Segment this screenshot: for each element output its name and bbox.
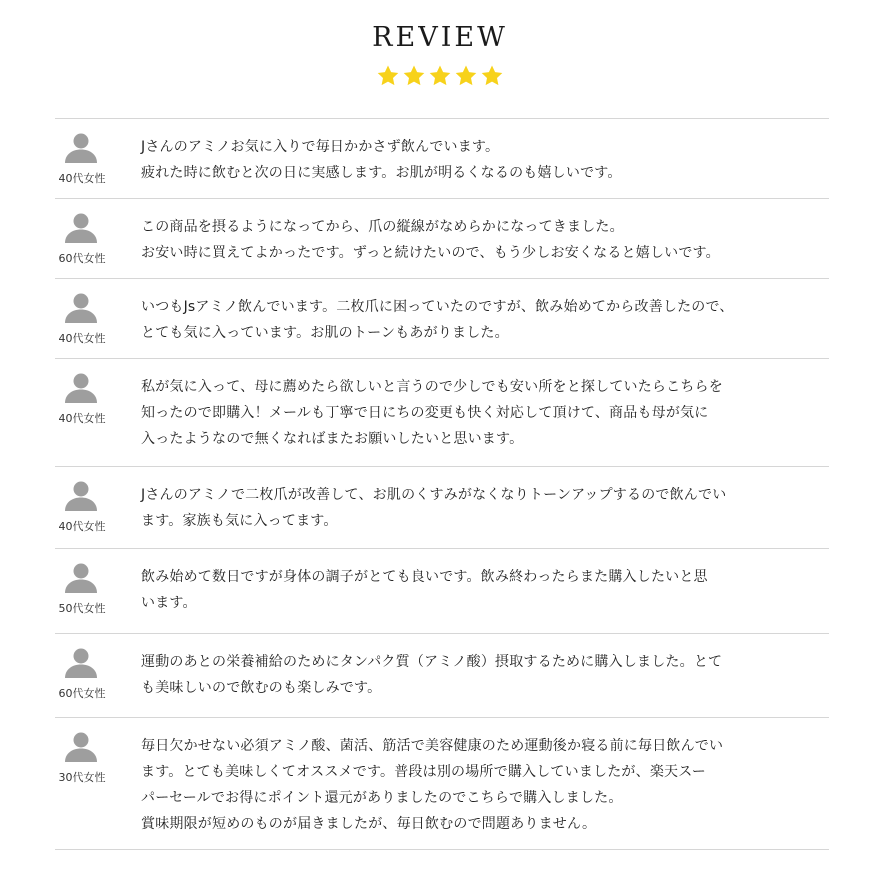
- star-icon: [376, 64, 400, 88]
- user-avatar-icon: [64, 563, 98, 593]
- star-icon: [454, 64, 478, 88]
- star-icon: [402, 64, 426, 88]
- reviewer-age: 40代女性: [58, 332, 106, 345]
- reviewer-age: 40代女性: [58, 520, 106, 533]
- user-avatar-icon: [64, 293, 98, 323]
- reviewer: [55, 279, 141, 358]
- reviewer-age: 60代女性: [58, 252, 106, 265]
- review-text: いつもJsアミノ飲んでいます。二枚爪に困っていたのですが、飲み始めてから改善したので、 とても気に入っています。お肌のトーンもあがりました。: [141, 299, 734, 341]
- review-list: [55, 118, 829, 850]
- star-icon: [428, 64, 452, 88]
- review-item: [55, 467, 829, 549]
- user-avatar-icon: [64, 732, 98, 762]
- section-title: REVIEW: [372, 22, 508, 53]
- rating-stars: [0, 64, 880, 88]
- user-avatar-icon: [64, 481, 98, 511]
- review-item: [55, 199, 829, 279]
- reviewer: [55, 199, 141, 278]
- review-item: [55, 359, 829, 467]
- review-item: [55, 279, 829, 359]
- user-avatar-icon: [64, 133, 98, 163]
- reviewer: [55, 718, 141, 849]
- user-avatar-icon: [64, 373, 98, 403]
- review-text: 毎日欠かせない必須アミノ酸、菌活、筋活で美容健康のため運動後か寝る前に毎日飲んでい ます。とても美味しくてオススメです。普段は別の場所で購入していましたが、楽天スー パーセールでお得にポイント還元がありましたのでこちらで購入しました。 賞味期限が短めのものが届きましたが、毎日飲むので問題ありません。: [141, 738, 724, 832]
- review-text: 私が気に入って、母に薦めたら欲しいと言うので少しでも安い所をと探していたらこちらを 知ったので即購入！メールも丁寧で日にちの変更も快く対応して頂けて、商品も母が気に 入ったようなので無くなればまたお願いしたいと思います。: [141, 379, 723, 447]
- review-item: [55, 718, 829, 850]
- user-avatar-icon: [64, 213, 98, 243]
- review-text: 飲み始めて数日ですが身体の調子がとても良いです。飲み終わったらまた購入したいと思 います。: [141, 569, 708, 611]
- reviewer: [55, 467, 141, 548]
- star-icon: [480, 64, 504, 88]
- review-item: [55, 549, 829, 634]
- reviewer: [55, 359, 141, 466]
- reviewer-age: 50代女性: [58, 602, 106, 615]
- review-text: この商品を摂るようになってから、爪の縦線がなめらかになってきました。 お安い時に買えてよかったです。ずっと続けたいので、もう少しお安くなると嬉しいです。: [141, 219, 720, 261]
- review-text: Jさんのアミノで二枚爪が改善して、お肌のくすみがなくなりトーンアップするので飲んでい ます。家族も気に入ってます。: [141, 487, 727, 529]
- review-item: [55, 119, 829, 199]
- reviewer-age: 40代女性: [58, 412, 106, 425]
- reviewer: [55, 549, 141, 633]
- review-item: [55, 634, 829, 718]
- review-text: Jさんのアミノお気に入りで毎日かかさず飲んでいます。 疲れた時に飲むと次の日に実感します。お肌が明るくなるのも嬉しいです。: [141, 139, 622, 181]
- user-avatar-icon: [64, 648, 98, 678]
- reviewer: [55, 634, 141, 717]
- reviewer: [55, 119, 141, 198]
- reviewer-age: 40代女性: [58, 172, 106, 185]
- reviewer-age: 30代女性: [58, 771, 106, 784]
- reviewer-age: 60代女性: [58, 687, 106, 700]
- review-text: 運動のあとの栄養補給のためにタンパク質（アミノ酸）摂取するために購入しました。とて も美味しいので飲むのも楽しみです。: [141, 654, 723, 696]
